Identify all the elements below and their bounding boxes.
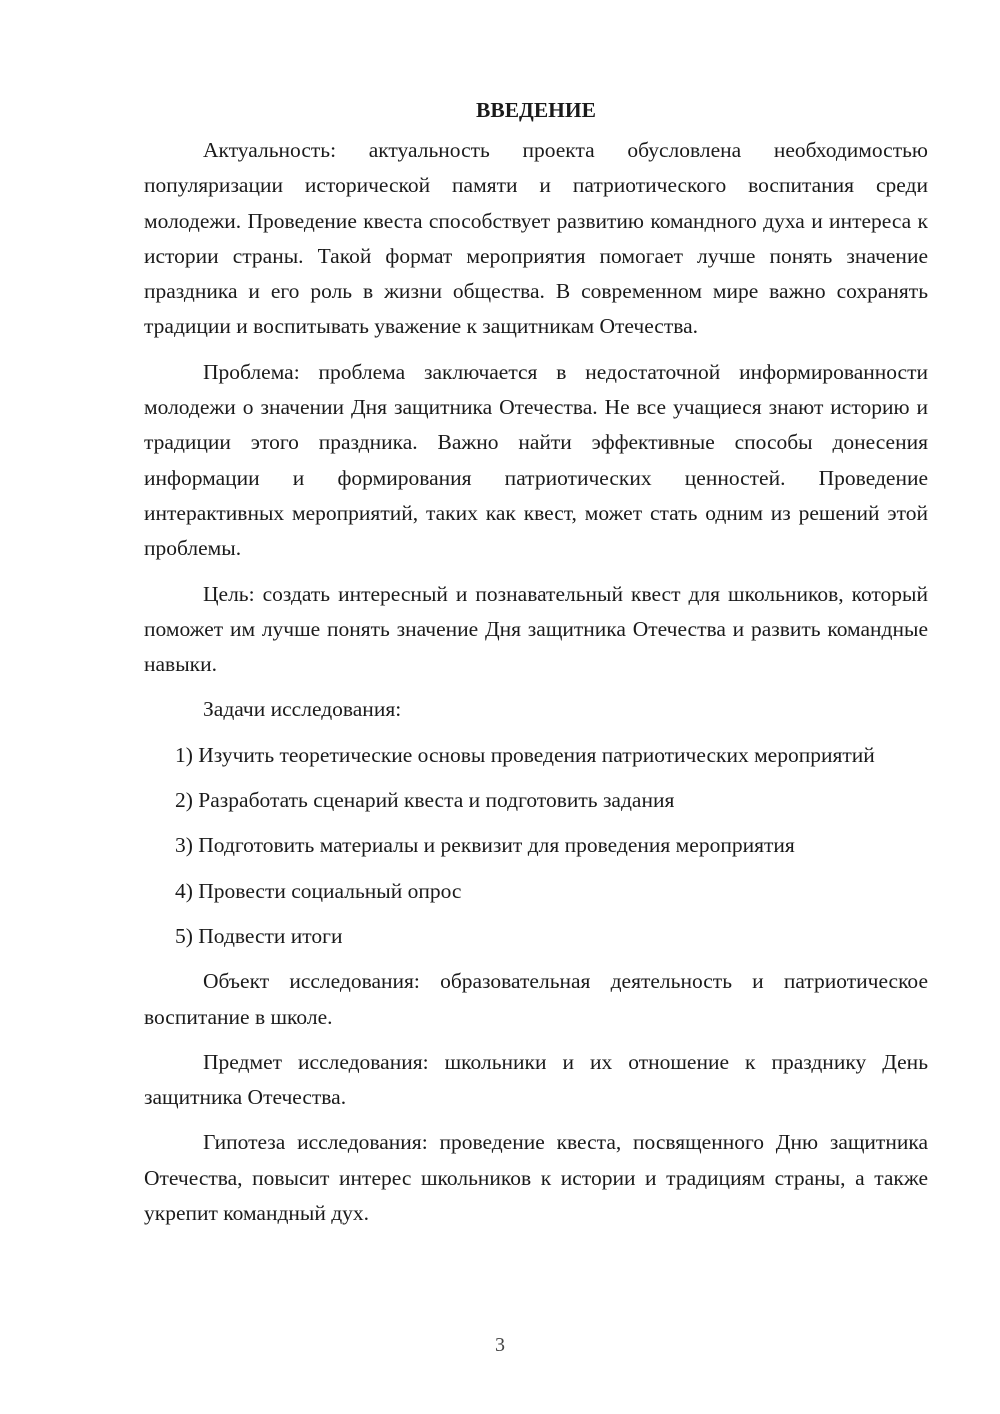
page-number: 3 xyxy=(495,1334,505,1356)
tasks-list xyxy=(144,738,928,954)
task-item: 1) Изучить теоретические основы проведения патриотических мероприятий xyxy=(175,742,875,767)
subject-paragraph: Предмет исследования: школьники и их отношение к празднику День защитника Отечества. xyxy=(144,1049,928,1110)
document-page xyxy=(144,92,928,1241)
tasks-heading: Задачи исследования: xyxy=(203,697,402,722)
task-item: 5) Подвести итоги xyxy=(175,923,343,948)
task-item: 2) Разработать сценарий квеста и подготовить задания xyxy=(175,788,675,813)
relevance-paragraph: Актуальность: актуальность проекта обусловлена необходимостью популяризации исторической памяти и патриотического воспитания среди молодежи. Проведение квеста способствует развитию командного духа и интереса к истории страны. Такой формат мероприятия помогает лучше понять значение праздника и его роль в жизни общества. В современном мире важно сохранять традиции и воспитывать уважение к защитникам Отечества. xyxy=(144,138,928,339)
goal-paragraph: Цель: создать интересный и познавательный квест для школьников, который поможет им лучше понять значение Дня защитника Отечества и развить командные навыки. xyxy=(144,581,928,677)
object-paragraph: Объект исследования: образовательная деятельность и патриотическое воспитание в школе. xyxy=(144,969,928,1029)
hypothesis-paragraph: Гипотеза исследования: проведение квеста, посвященного Дню защитника Отечества, повысит интерес школьников к истории и традициям страны, а также укрепит командный дух. xyxy=(144,1130,928,1226)
page-title: ВВЕДЕНИЕ xyxy=(476,98,596,122)
problem-paragraph: Проблема: проблема заключается в недостаточной информированности молодежи о значении Дня защитника Отечества. Не все учащиеся знают историю и традиции этого праздника. Важно найти эффективные способы донесения информации и формирования патриотических ценностей. Проведение интерактивных мероприятий, таких как квест, может стать одним из решений этой проблемы. xyxy=(144,359,928,561)
task-item: 3) Подготовить материалы и реквизит для проведения мероприятия xyxy=(175,833,795,858)
task-item: 4) Провести социальный опрос xyxy=(175,878,462,903)
